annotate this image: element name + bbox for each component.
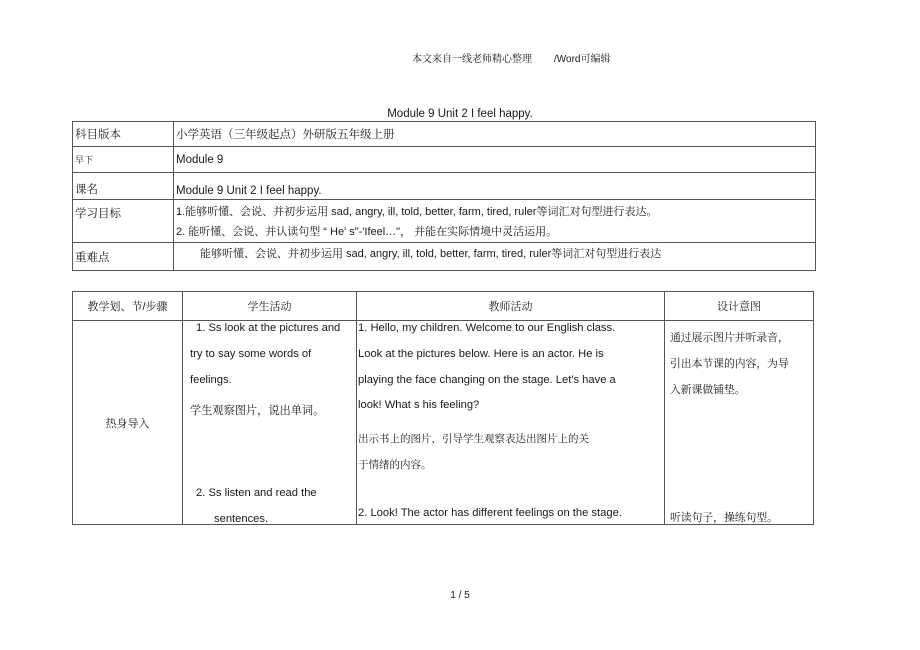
student-a1: 1. Ss look at the pictures and bbox=[196, 322, 341, 334]
student-b2: sentences. bbox=[214, 513, 269, 525]
design-b1: 听读句子，操练句型。 bbox=[670, 512, 778, 524]
teacher-a3: playing the face changing on the stage. Let's have a bbox=[358, 374, 616, 386]
course-info-table bbox=[72, 121, 816, 271]
teacher-a6: 于情绪的内容。 bbox=[358, 459, 432, 471]
header-teacher-activity: 教师活动 bbox=[357, 292, 665, 321]
key-label: 重难点 bbox=[73, 243, 174, 271]
version-value: 小学英语（三年级起点）外研版五年级上册 bbox=[174, 122, 816, 147]
teacher-activity-cell bbox=[357, 321, 665, 525]
teacher-a2: Look at the pictures below. Here is an actor. He is bbox=[358, 348, 604, 360]
info-row-goals bbox=[73, 200, 816, 243]
info-row-module bbox=[73, 147, 816, 173]
lesson-value: Module 9 Unit 2 I feel happy. bbox=[174, 173, 816, 200]
page-number: 1 / 5 bbox=[450, 590, 470, 601]
goals-cell bbox=[174, 200, 816, 243]
module-label: 早下 bbox=[73, 147, 174, 173]
module-value: Module 9 bbox=[174, 147, 816, 173]
plan-row-warmup bbox=[73, 321, 814, 525]
header-student-activity: 学生活动 bbox=[183, 292, 357, 321]
header-note bbox=[412, 50, 611, 65]
info-row-version bbox=[73, 122, 816, 147]
design-a3: 入新课做铺垫。 bbox=[670, 384, 746, 396]
design-a2: 引出本节课的内容，为导 bbox=[670, 358, 789, 370]
document-title: Module 9 Unit 2 I feel happy. bbox=[387, 108, 533, 120]
lesson-label: 课名 bbox=[73, 173, 174, 200]
design-a1: 通过展示图片并听录音， bbox=[670, 332, 789, 344]
student-a3: feelings. bbox=[190, 374, 232, 386]
student-activity-cell bbox=[183, 321, 357, 525]
goals-label: 学习目标 bbox=[73, 200, 174, 243]
header-editable-text: /Word可编辑 bbox=[554, 54, 611, 65]
goal-1: 1.能够听懂、会说、并初步运用 sad, angry, ill, told, better, farm, tired, ruler等词汇对句型进行表达。 bbox=[176, 206, 658, 218]
version-label: 科目版本 bbox=[73, 122, 174, 147]
header-step: 教学划、节/步骤 bbox=[73, 292, 183, 321]
student-a4: 学生观察图片，说出单词。 bbox=[190, 405, 325, 417]
teacher-a5: 出示书上的图片，引导学生观察表达出图片上的关 bbox=[358, 433, 589, 445]
student-b1: 2. Ss listen and read the bbox=[196, 487, 317, 499]
design-intent-cell bbox=[665, 321, 814, 525]
plan-header-row bbox=[73, 292, 814, 321]
step-warmup: 热身导入 bbox=[73, 321, 183, 525]
student-a2: try to say some words of bbox=[190, 348, 312, 360]
teacher-a4: look! What s his feeling? bbox=[358, 399, 480, 411]
header-design-intent: 设计意图 bbox=[665, 292, 814, 321]
header-source-text: 本文来自一线老师精心整理 bbox=[412, 54, 532, 65]
key-value: 能够听懂、会说、并初步运用 sad, angry, ill, told, better, farm, tired, ruler等词汇对句型进行表达 bbox=[174, 243, 816, 271]
info-row-lesson bbox=[73, 173, 816, 200]
goal-2: 2. 能听懂、会说、并认读句型 “ He' s"-'Ifeel…"， 并能在实际情境中灵活运用。 bbox=[176, 226, 558, 238]
lesson-plan-table bbox=[72, 291, 814, 525]
teacher-b1: 2. Look! The actor has different feelings on the stage. bbox=[358, 507, 622, 519]
teacher-a1: 1. Hello, my children. Welcome to our English class. bbox=[358, 322, 616, 334]
info-row-key bbox=[73, 243, 816, 271]
